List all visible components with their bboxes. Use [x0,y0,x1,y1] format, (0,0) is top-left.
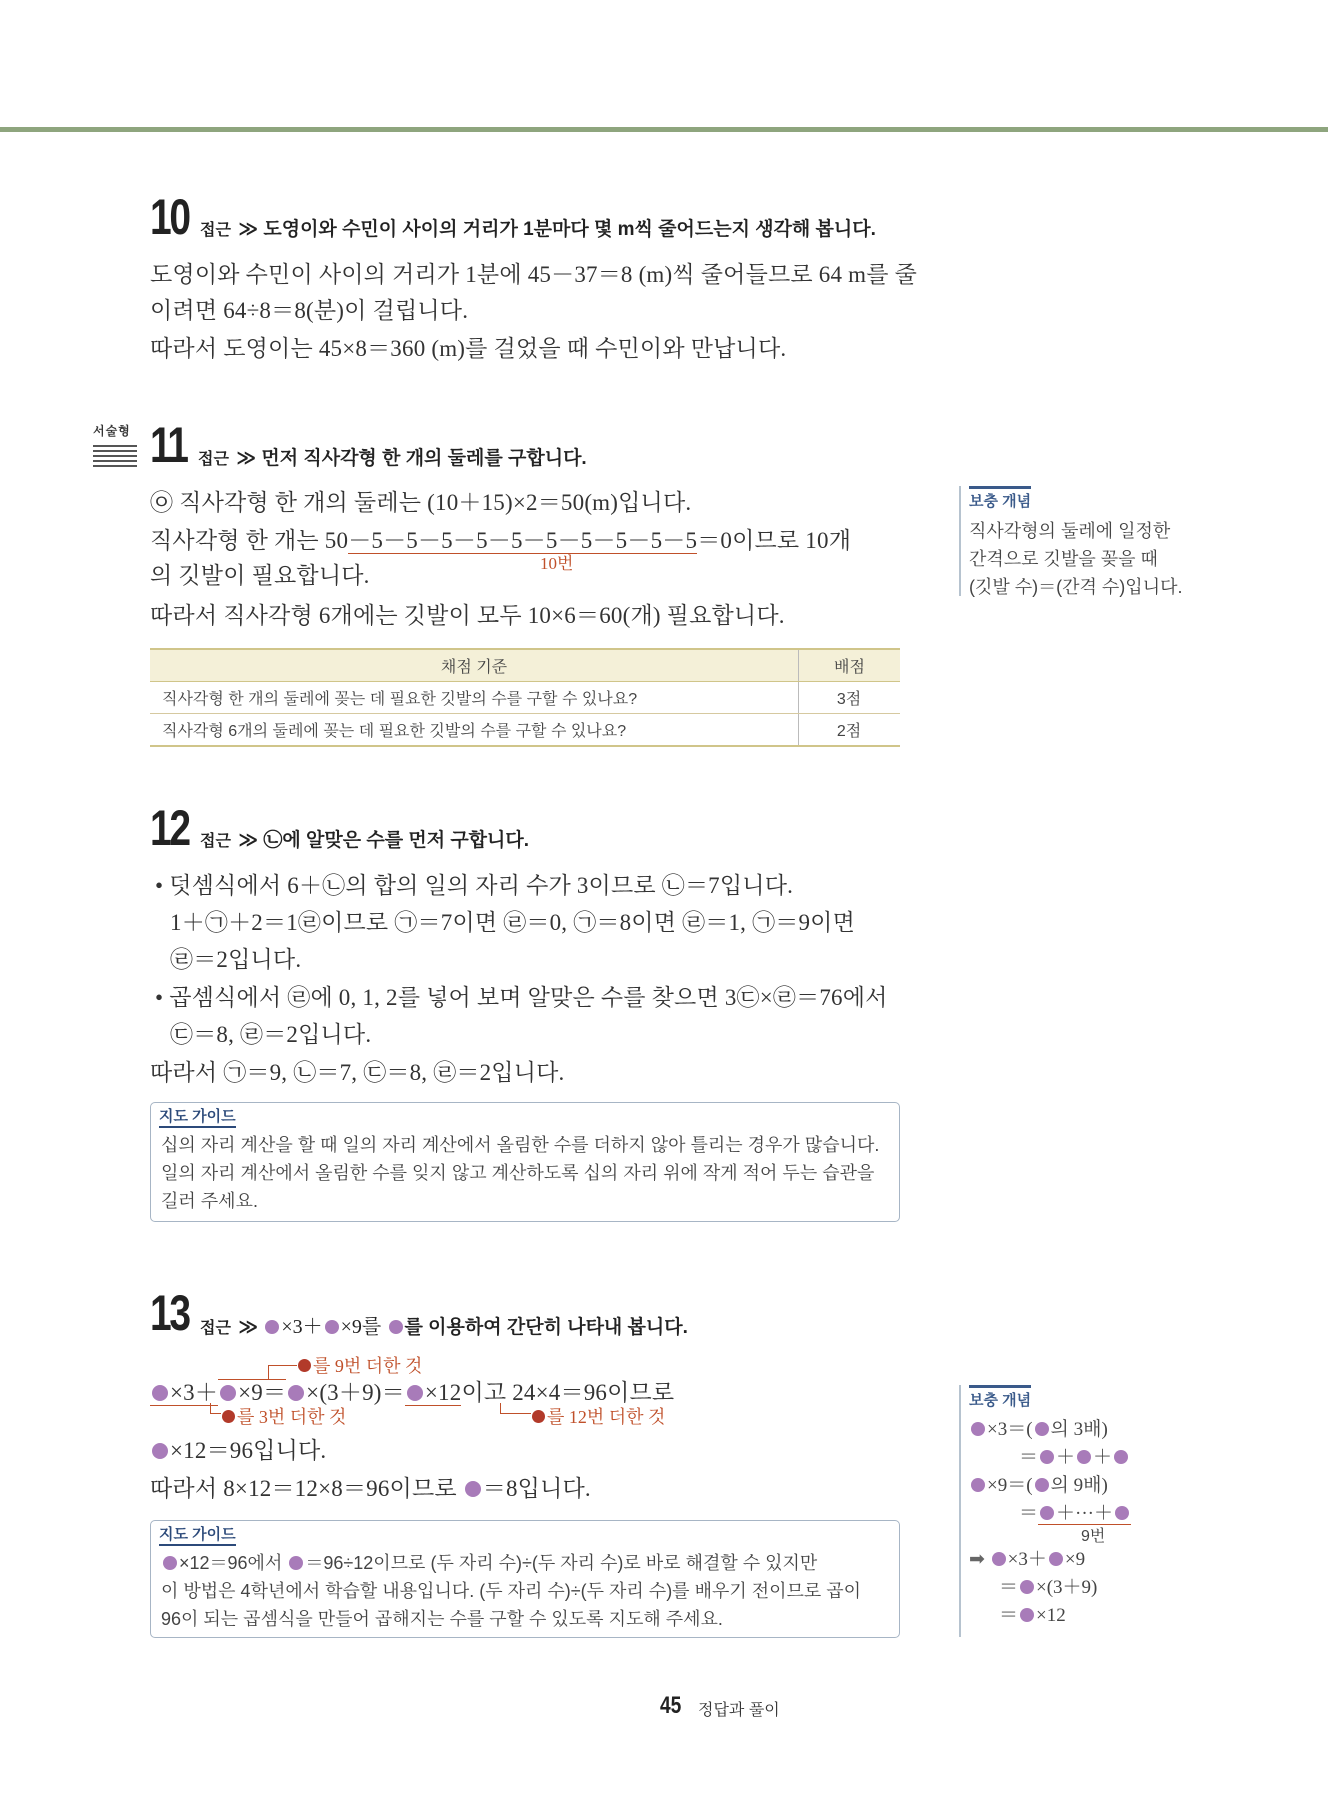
approach-text-b: ×9를 [340,1316,382,1338]
q11-line-4: 따라서 직사각형 6개에는 깃발이 모두 10×6＝60(개) 필요합니다. [150,603,785,628]
guide-box-12 [150,1102,900,1222]
supplement-row-4 [969,1500,1169,1528]
supplement-row-2: ＝ ＋ ＋ [969,1444,1169,1472]
q11-note-10: 10번 [540,554,574,573]
side-r2: ＝ [1019,1447,1039,1468]
circle-icon [289,1556,303,1570]
guide-line: 십의 자리 계산을 할 때 일의 자리 계산에서 올림한 수를 더하지 않아 틀리는 경우가 많습니다. [161,1135,880,1155]
guide-line: 이 방법은 4학년에서 학습할 내용입니다. (두 자리 수)÷(두 자리 수)를 배우기 전이므로 곱이 [161,1581,862,1601]
question-number-11: 11 [150,417,187,473]
question-number-12: 12 [150,800,189,856]
guide-line: 길러 주세요. [161,1191,258,1211]
q12-line-6: 따라서 ㉠＝9, ㉡＝7, ㉢＝8, ㉣＝2입니다. [150,1060,565,1085]
supplement-row-7: ＝ ×(3＋9) [999,1577,1098,1598]
approach-text: 도영이와 수민이 사이의 거리가 1분마다 몇 m씩 줄어드는지 생각해 봅니다. [263,219,876,240]
q11-line-2 [150,522,851,555]
side-r7: ×(3＋9) [1036,1577,1098,1598]
q10-line-3: 따라서 도영이는 45×8＝360 (m)를 걸었을 때 수민이와 만납니다. [150,336,787,361]
chevron-icon: ≫ [238,219,259,240]
chevron-icon: ≫ [236,448,257,469]
q13-line-3-b: ＝8입니다. [482,1476,591,1501]
note-3-text: 를 3번 더한 것 [237,1407,347,1427]
side-r3-b: 의 9배) [1050,1475,1108,1496]
guide-line-1-b: ＝96÷12이므로 (두 자리 수)÷(두 자리 수)로 바로 해결할 수 있지만 [305,1553,818,1573]
red-dot-icon [222,1410,235,1423]
q11-line-3: 의 깃발이 필요합니다. [150,563,370,588]
q11-line-2-underlined: －5－5－5－5－5－5－5－5－5－5 [348,528,698,553]
circle-icon [220,1385,236,1401]
q13-line-2-text: ×12＝96입니다. [170,1438,327,1463]
circle-icon [971,1422,985,1436]
q13-line-3-a: 따라서 8×12＝12×8＝96이므로 [150,1476,457,1501]
circle-icon [1040,1450,1054,1464]
scoring-table [150,648,900,747]
circle-icon [1115,1506,1129,1520]
header-rule [0,127,1328,132]
eq-a: ×3＋ [170,1380,219,1405]
arrow-right-icon: ➡ [969,1549,985,1570]
eq-e: 이고 24×4＝96이므로 [461,1380,675,1405]
side-r4-dots: ＋···＋ [1056,1503,1113,1524]
footer-label: 정답과 풀이 [698,1702,780,1719]
supplement-row-8: ＝ ×12 [999,1605,1066,1626]
guide-line-1-a: ×12＝96에서 [179,1553,283,1573]
approach-label: 접근 [200,1320,231,1337]
circle-icon [1020,1580,1034,1594]
q11-line-1: ㉧ 직사각형 한 개의 둘레는 (10＋15)×2＝50(m)입니다. [150,490,692,515]
circle-icon [152,1385,168,1401]
q10-line-2: 이려면 64÷8＝8(분)이 걸립니다. [150,298,469,323]
guide-tag: 지도 가이드 [159,1523,236,1546]
note-3-times [222,1403,346,1429]
table-cell: 2점 [799,714,901,747]
table-row [150,714,900,747]
circle-icon [163,1556,177,1570]
guide-line: 96이 되는 곱셈식을 만들어 곱해지는 수를 구할 수 있도록 지도해 주세요. [161,1609,723,1629]
q12-line-4: • 곱셈식에서 ㉣에 0, 1, 2를 넣어 보며 알맞은 수를 찾으면 3㉢×㉣＝76에서 [155,985,888,1010]
q12-line-5: ㉢＝8, ㉣＝2입니다. [170,1022,372,1047]
side-r3-a: ×9＝( [987,1475,1033,1496]
chevron-icon: ≫ [238,830,259,851]
approach-12 [200,825,529,852]
supplement-tag: 보충 개념 [969,486,1031,511]
side-r8: ×12 [1036,1605,1066,1626]
supplement-line: 간격으로 깃발을 꽂을 때 [969,549,1158,569]
circle-icon [389,1320,403,1334]
side-r1-a: ×3＝( [987,1419,1033,1440]
approach-11 [198,443,587,470]
question-number-13: 13 [150,1285,189,1341]
supplement-line: (깃발 수)＝(간격 수)입니다. [969,577,1183,597]
descriptive-badge [93,422,137,470]
eq-b: ×9＝ [238,1380,287,1405]
circle-icon [1049,1552,1063,1566]
circle-icon [971,1478,985,1492]
note-12-text: 를 12번 더한 것 [547,1407,666,1427]
question-number-10: 10 [150,189,189,245]
note-9-text: 를 9번 더한 것 [313,1356,423,1376]
approach-13 [200,1310,688,1339]
red-dot-icon [532,1410,545,1423]
table-cell: 직사각형 6개의 둘레에 꽂는 데 필요한 깃발의 수를 구할 수 있나요? [150,714,799,747]
table-row [150,682,900,714]
approach-label: 접근 [200,833,231,850]
circle-icon [992,1552,1006,1566]
q10-line-1: 도영이와 수민이 사이의 거리가 1분에 45－37＝8 (m)씩 줄어들므로 64 m를 줄 [150,262,918,287]
circle-icon [1020,1608,1034,1622]
circle-icon [1040,1506,1054,1520]
guide-tag: 지도 가이드 [159,1105,236,1128]
q12-line-1: • 덧셈식에서 6＋㉡의 합의 일의 자리 수가 3이므로 ㉡＝7입니다. [155,873,794,898]
red-dot-icon [298,1359,311,1372]
supplement-row-6 [969,1546,1169,1574]
supplement-line: 직사각형의 둘레에 일정한 [969,521,1171,541]
table-cell: 직사각형 한 개의 둘레에 꽂는 데 필요한 깃발의 수를 구할 수 있나요? [150,682,799,714]
circle-icon [1114,1450,1128,1464]
side-r4-bracketed [1038,1503,1131,1525]
guide-line: 일의 자리 계산에서 올림한 수를 잊지 않고 계산하도록 십의 자리 위에 작게 적어 두는 습관을 [161,1163,875,1183]
chevron-icon: ≫ [238,1317,259,1338]
approach-text: 먼저 직사각형 한 개의 둘레를 구합니다. [261,448,587,469]
guide-line [161,1549,817,1577]
page-number: 45 [660,1692,682,1719]
bracket-3-times [210,1403,221,1414]
circle-icon [1035,1422,1049,1436]
approach-text: ㉡에 알맞은 수를 먼저 구합니다. [263,830,530,851]
supplement-box-13 [959,1385,1169,1637]
table-header-criteria: 채점 기준 [150,649,799,682]
circle-icon [1077,1450,1091,1464]
q12-line-3: ㉣＝2입니다. [170,947,302,972]
circle-icon [407,1385,423,1401]
approach-text-a: ×3＋ [281,1316,323,1338]
table-header-points: 배점 [799,649,901,682]
supplement-row-5: 9번 [1081,1528,1106,1545]
supplement-box-11 [959,486,1182,596]
badge-lines-icon [93,445,137,467]
bracket-12-times [500,1403,531,1414]
approach-label: 접근 [200,222,231,239]
eq-c: ×(3＋9)＝ [306,1380,405,1405]
eq-term-1 [150,1380,218,1406]
table-cell: 3점 [799,682,901,714]
q13-line-3 [150,1470,591,1503]
badge-label: 서술형 [93,424,131,438]
circle-icon [465,1481,481,1497]
q11-line-2-c: ＝0이므로 10개 [697,528,852,553]
side-r4-a: ＝ [1019,1503,1039,1524]
note-12-times [532,1403,665,1429]
eq-term-2 [218,1379,286,1405]
circle-icon [265,1320,279,1334]
approach-10 [200,214,876,241]
q13-line-2 [150,1432,326,1465]
side-r6-b: ×9 [1064,1549,1086,1570]
supplement-tag: 보충 개념 [969,1385,1031,1410]
circle-icon [152,1443,168,1459]
side-r6-a: ×3＋ [1007,1549,1047,1570]
approach-text-c: 를 이용하여 간단히 나타내 봅니다. [404,1317,688,1338]
circle-icon [1035,1478,1049,1492]
eq-d: ×12 [424,1380,462,1405]
circle-icon [288,1385,304,1401]
q11-line-2-a: 직사각형 한 개는 50 [150,528,349,553]
supplement-row-1 [969,1416,1169,1444]
q12-line-2: 1＋㉠＋2＝1㉣이므로 ㉠＝7이면 ㉣＝0, ㉠＝8이면 ㉣＝1, ㉠＝9이면 [170,910,856,935]
supplement-row-3 [969,1472,1169,1500]
approach-label: 접근 [198,451,229,468]
side-r1-b: 의 3배) [1050,1419,1108,1440]
eq-term-12 [405,1380,462,1406]
circle-icon [325,1320,339,1334]
guide-box-13 [150,1520,900,1638]
